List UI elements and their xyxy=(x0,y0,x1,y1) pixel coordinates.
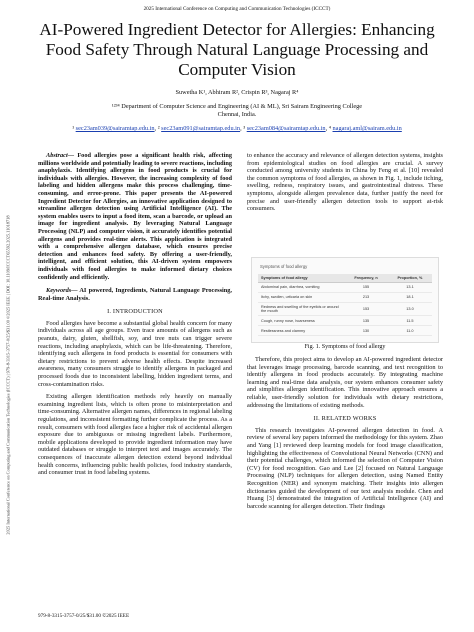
left-column xyxy=(38,152,232,477)
section-heading-related-works: II. RELATED WORKS xyxy=(313,415,377,423)
table-row xyxy=(258,292,432,302)
affiliation xyxy=(0,103,474,119)
table-cell: Itchy, swollen, urticaria on skin xyxy=(258,292,344,302)
table-cell: 213 xyxy=(344,292,388,302)
keywords xyxy=(38,287,232,302)
right-column-lower xyxy=(247,356,443,510)
table-cell: Cough, runny nose, hoarseness xyxy=(258,316,344,326)
table-cell: 18.1 xyxy=(388,292,432,302)
intro-paragraph-2: Existing allergen identification methods rely heavily on manually examining ingredient lists, which is often prone to misinterpretation and time-consuming. Alternative allergen names, differences in regional labeling regulations, and inconsistent formatting further complicate the process. As a result, consumers with food allergies face a higher risk of accidental allergen exposure due to ambiguous or missing ingredient labels. Furthermore, mobile applications developed to provide ingredient information may have outdated databases or struggle to interpret text and images accurately. The consequences of inaccurate allergen detection extend beyond individual health concerns, influencing public health policies, food industry standards, and consumer trust in food labeling systems. xyxy=(38,393,232,477)
affiliation-line-2: Chennai, India. xyxy=(217,111,257,118)
table-header: Proportion, % xyxy=(388,274,432,283)
symptoms-table xyxy=(258,274,432,336)
table-cell: 155 xyxy=(344,283,388,293)
email-2-number: ² xyxy=(157,125,160,132)
side-doi-text: 2025 International Conference on Computing and Communication Technologies (ICCCT) | 979-8-3315-3757-0/25/$31.00 ©2025 IEEE | DOI: 10.1109/ICCCT65592.2025.11018718 xyxy=(5,215,11,535)
email-list: ¹ sec23am039@sairamtap.edu.in, ² sec23am091@sairamtap.edu.in, ³ sec23am084@sairamtap.edu.in, ⁴ nagaraj.aml@sairam.edu.in xyxy=(72,125,402,132)
table-row xyxy=(258,326,432,336)
right-column xyxy=(247,152,443,213)
table-row xyxy=(258,316,432,326)
right-paragraph-2: Therefore, this project aims to develop an AI-powered ingredient detector that leverages image processing, barcode scanning, and text recognition to identify allergens in food products accurately. By integrating machine learning and real-time data analysis, our system enhances consumer safety and simplifies allergen identification. This innovative approach ensures a reliable, user-friendly solution for individuals with dietary restrictions, addressing the limitations of existing methods. xyxy=(247,356,443,409)
table-header: Symptoms of food allergy xyxy=(258,274,344,283)
table-row xyxy=(258,302,432,316)
paper-title: AI-Powered Ingredient Detector for Allergies: Enhancing Food Safety Through Natural Language Processing and Computer Vision xyxy=(39,20,435,79)
right-paragraph-1: to enhance the accuracy and relevance of allergen detection systems, insights from epidemiological studies on food allergies are crucial. A survey conducted among university students in China by Feng et al. [10] revealed the common symptoms of food allergies, as shown in Fig. 1, include itching, swelling, redness, respiratory issues, and gastrointestinal distress. These symptoms, alongside allergen prevalence data, further justify the need for precise and user-friendly allergen detection tools to support at-risk consumers. xyxy=(247,152,443,213)
section-heading-introduction: I. INTRODUCTION xyxy=(107,308,163,316)
email-link-4[interactable]: nagaraj.aml@sairam.edu.in xyxy=(332,125,402,132)
side-doi-strip xyxy=(3,140,13,610)
page-footer: 979-8-3315-3757-0/25/$31.00 ©2025 IEEE xyxy=(38,613,130,619)
email-link-3[interactable]: sec23am084@sairamtap.edu.in xyxy=(246,125,326,132)
table-cell: Redness and swelling of the eyelids or around the mouth xyxy=(258,302,344,316)
keywords-text: AI powered, Ingredients, Natural Language Processing, Real-time Analysis. xyxy=(38,287,232,302)
abstract-label: Abstract— xyxy=(46,152,74,159)
email-link-2[interactable]: sec23am091@sairamtap.edu.in xyxy=(161,125,241,132)
intro-paragraph-1: Food allergies have become a substantial global health concern for many individuals across all age groups. Even trace amounts of allergens such as peanuts, dairy, gluten, shellfish, soy, and tree nuts can trigger severe reactions, including anaphylaxis, which can be life-threatening. Therefore, identifying such allergens in food products is essential for consumers with dietary restrictions to prevent adverse health effects. Despite increased awareness, many consumers struggle to identify allergens in packaged and processed foods due to inconsistent labelling, hidden ingredient terms, and cross-contamination risks. xyxy=(38,319,232,388)
table-cell: 13.1 xyxy=(388,283,432,293)
email-3-number: ³ xyxy=(243,125,246,132)
table-cell: 130 xyxy=(344,326,388,336)
table-cell: 135 xyxy=(344,316,388,326)
author-list: Suwetha K¹, Abhiram R², Crispin R³, Nagaraj R⁴ xyxy=(175,89,299,96)
table-cell: 11.5 xyxy=(388,316,432,326)
table-header-row xyxy=(258,274,432,283)
abstract xyxy=(38,152,232,281)
email-link-1[interactable]: sec23am039@sairamtap.edu.in xyxy=(75,125,155,132)
abstract-text: Food allergies pose a significant health risk, affecting millions worldwide and potentially leading to severe reactions, including anaphylaxis. Identifying allergens in food products is crucial for individuals with allergies. However, the increasing complexity of food labeling and hidden allergens make this process challenging, time-consuming, and error-prone. This paper presents the AI-powered Ingredient Detector for Allergies, an innovative application designed to streamline allergen detection using Artificial Intelligence (AI). The system enables users to input a food item, scan a barcode, or upload an image for ingredient analysis. By leveraging Natural Language Processing (NLP) and computer vision, it accurately identifies potential allergens and provides real-time alerts. This application is integrated with a comprehensive allergen database, which ensures precise detection and enhances food safety. By offering a user-friendly, intelligent, and efficient solution, this AI-driven system empowers individuals with food allergies to make informed dietary choices confidently and efficiently. xyxy=(38,152,232,281)
figure-1-table-image xyxy=(251,257,439,343)
table-header: Frequency, n xyxy=(344,274,388,283)
table-cell: 11.0 xyxy=(388,326,432,336)
email-1-number: ¹ xyxy=(72,125,75,132)
table-cell: 13.0 xyxy=(388,302,432,316)
table-cell: Restlessness and clammy xyxy=(258,326,344,336)
figure-table-title: Symptoms of food allergy xyxy=(260,264,308,269)
email-4-number: ⁴ xyxy=(328,125,331,132)
keywords-label: Keywords— xyxy=(46,287,78,295)
table-cell: 153 xyxy=(344,302,388,316)
figure-1-caption: Fig. 1. Symptoms of food allergy xyxy=(304,344,386,350)
table-cell: Abdominal pain, diarrhea, vomiting xyxy=(258,283,344,293)
related-works-paragraph: This research investigates AI-powered allergen detection in food. A review of several key papers informed the methodology for this system. Zhao and Yang [1] reviewed deep learning models for food image classification, highlighting the effectiveness of Convolutional Neural Networks (CNN) and their potential challenges, which informed the selection of Computer Vision (CV) for food recognition. Gao and Lee [2] focused on Natural Language Processing (NLP) techniques for allergen detection, using Named Entity Recognition (NER) and synonym matching. Their insights into allergen dictionaries guided the development of our text analysis module. Chen and Huang [3] demonstrated the integration of Artificial Intelligence (AI) and barcode scanning for allergen detection. Their findings xyxy=(247,426,443,510)
table-row xyxy=(258,283,432,293)
conference-header: 2025 International Conference on Computing and Communication Technologies (ICCCT) xyxy=(143,6,331,12)
affiliation-line-1: ¹²³⁴ Department of Computer Science and Engineering (AI & ML), Sri Sairam Engineering College xyxy=(111,103,363,110)
